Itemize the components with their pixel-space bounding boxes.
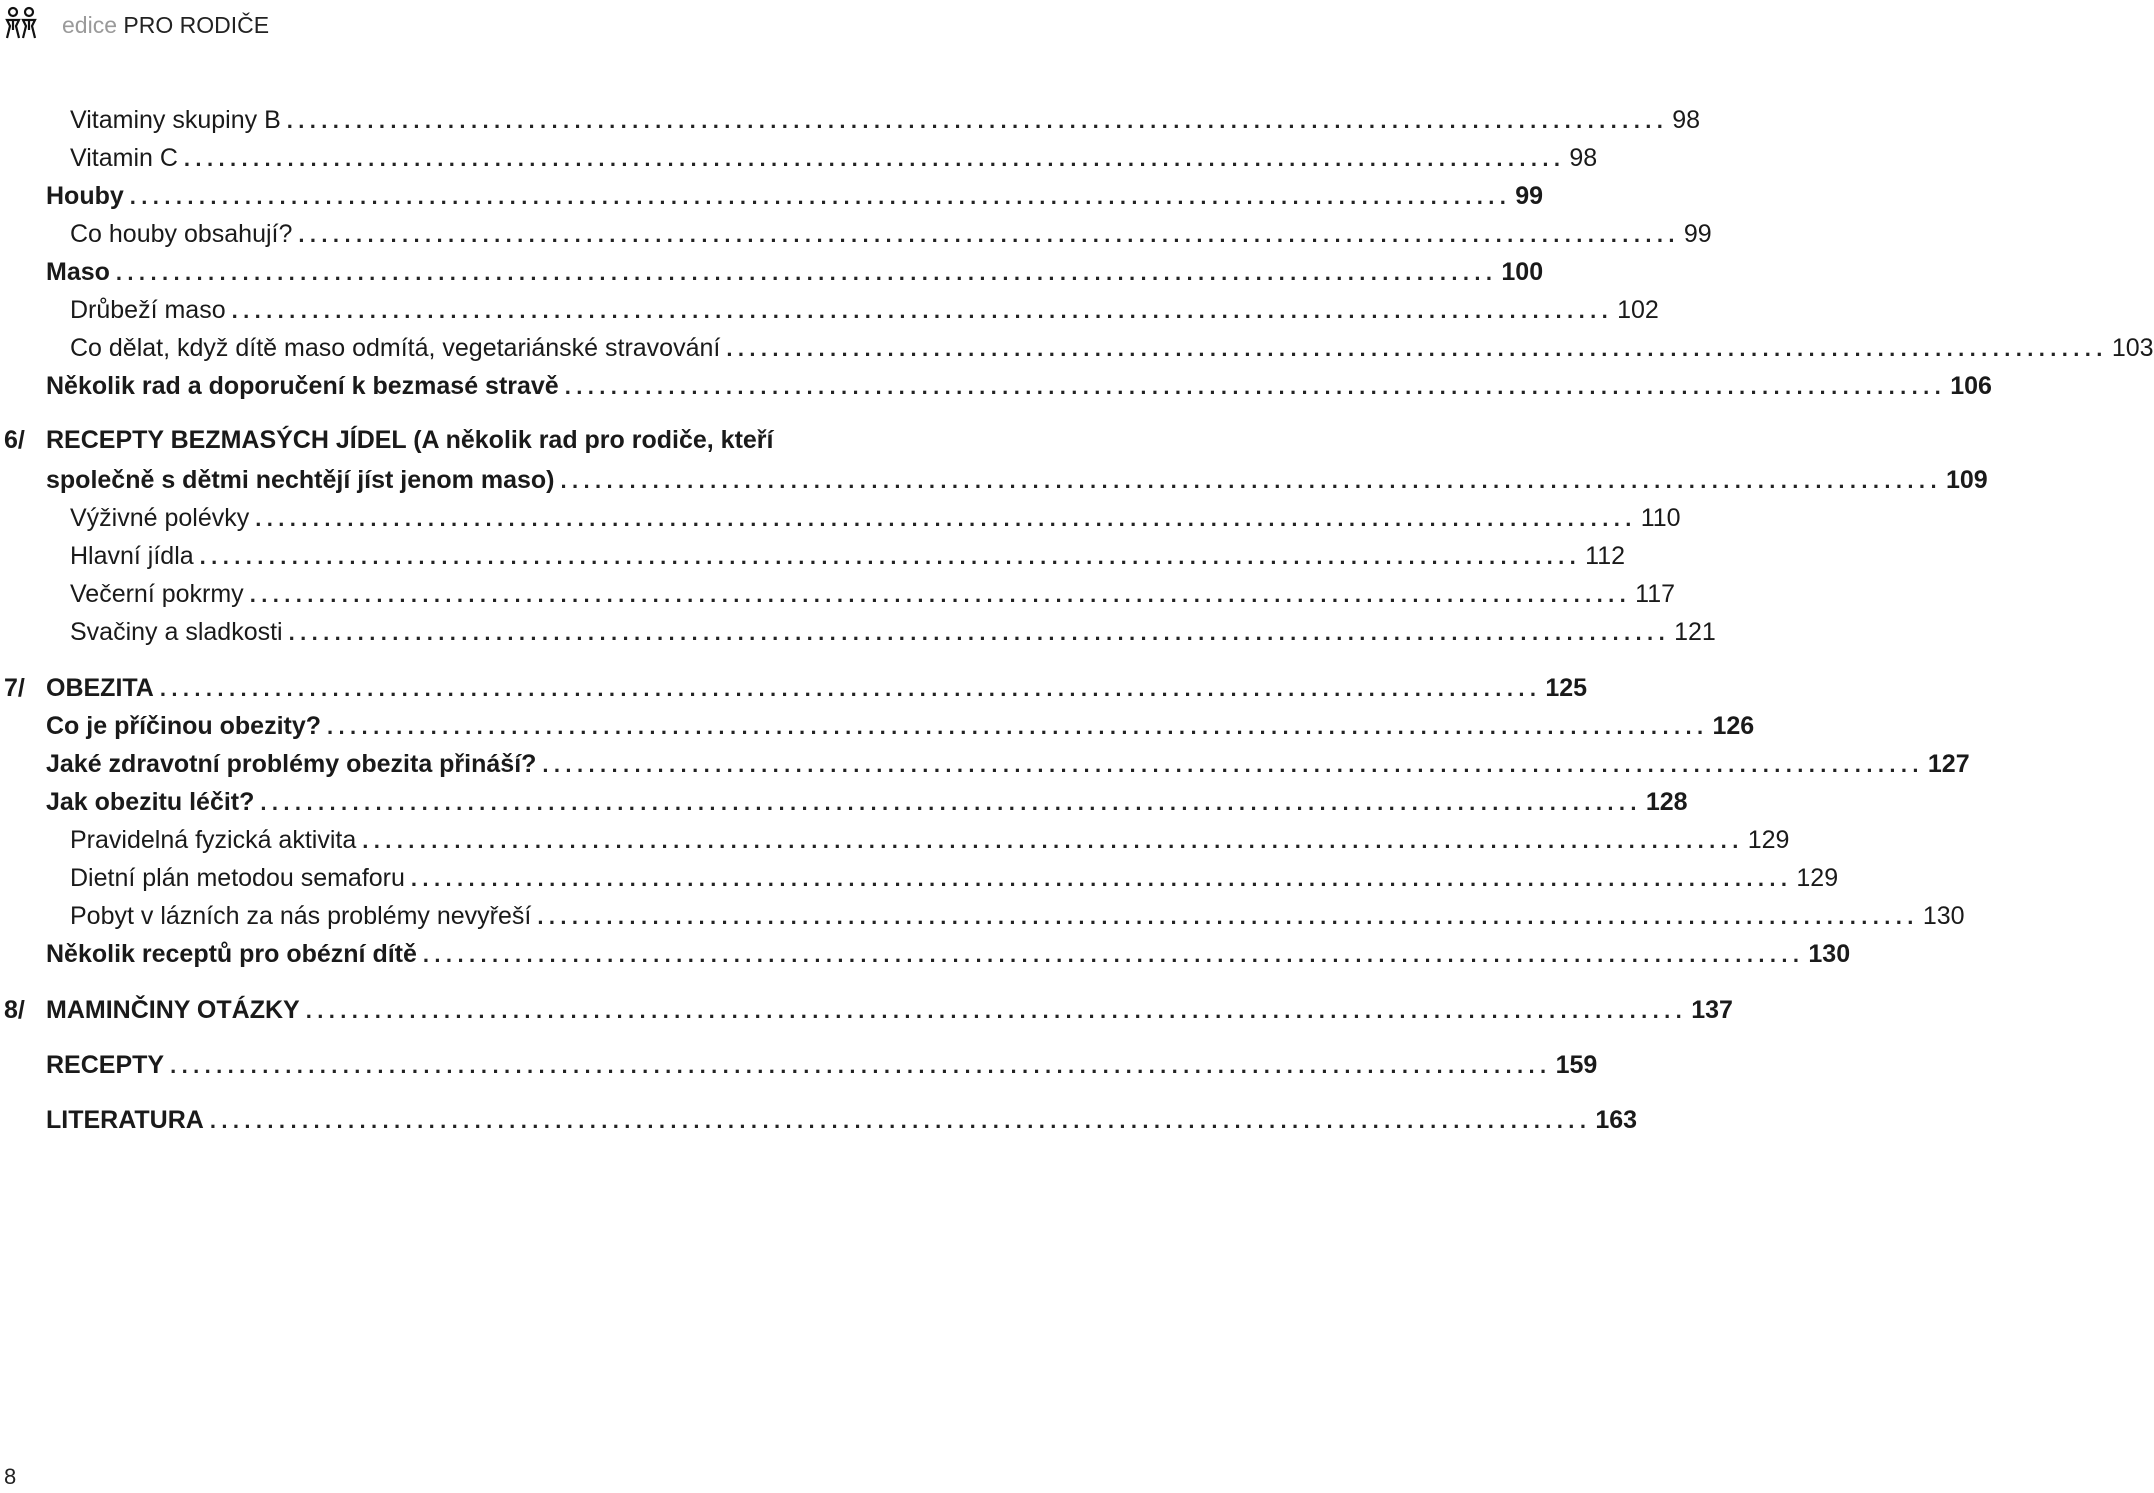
toc-page-number: 109: [1945, 466, 1988, 494]
toc-entry[interactable]: [46, 783, 1688, 821]
toc-dot-leader: ........................................................................................................................: [542, 752, 1924, 777]
toc-page-number: 130: [1808, 940, 1851, 968]
toc-entry[interactable]: [46, 1101, 1638, 1139]
toc-chapter-number: 7/: [4, 674, 25, 702]
toc-dot-leader: ........................................................................................................................: [249, 582, 1632, 607]
toc-page-number: 100: [1501, 258, 1544, 286]
toc-dot-leader: ........................................................................................................................: [183, 146, 1566, 171]
toc-entry-title: Večerní pokrmy: [70, 580, 244, 608]
toc-dot-leader: ........................................................................................................................: [726, 336, 2108, 361]
toc-page-number: 121: [1674, 618, 1716, 646]
toc-entry-title: RECEPTY: [46, 1051, 165, 1079]
series-name: PRO RODIČE: [123, 12, 270, 38]
toc-page-number: 129: [1796, 864, 1839, 892]
toc-dot-leader: ........................................................................................................................: [564, 374, 1947, 399]
toc-dot-leader: ........................................................................................................................: [199, 544, 1582, 569]
toc-entry-title: Hlavní jídla: [70, 542, 194, 570]
toc-entry-title: Co je příčinou obezity?: [46, 712, 322, 740]
toc-entry-title: Maso: [46, 258, 110, 286]
toc-entry-title: OBEZITA: [46, 674, 154, 702]
toc-entry-title: RECEPTY BEZMASÝCH JÍDEL (A několik rad pro rodiče, kteří: [46, 426, 774, 454]
toc-entry[interactable]: [70, 101, 1701, 139]
toc-page-number: 137: [1691, 996, 1733, 1024]
toc-page-number: 117: [1635, 580, 1676, 608]
toc-entry-title: MAMINČINY OTÁZKY: [46, 996, 300, 1024]
toc-dot-leader: ........................................................................................................................: [129, 184, 1512, 209]
toc-entry-title: Vitaminy skupiny B: [70, 106, 281, 134]
toc-entry[interactable]: [46, 669, 1588, 707]
toc-entry-title: Svačiny a sladkosti: [70, 618, 283, 646]
toc-dot-leader: ........................................................................................................................: [286, 108, 1669, 133]
toc-entry[interactable]: [46, 991, 1733, 1029]
toc-entry-title: Pravidelná fyzická aktivita: [70, 826, 357, 854]
series-prefix: edice: [62, 12, 117, 38]
toc-dot-leader: ........................................................................................................................: [422, 942, 1805, 967]
toc-entry-title: Jaké zdravotní problémy obezita přináší?: [46, 750, 537, 778]
toc-entry-title: společně s dětmi nechtějí jíst jenom maso): [46, 466, 555, 494]
children-family-icon: [4, 6, 40, 40]
toc-entry-title: Houby: [46, 182, 124, 210]
toc-entry-title: Co dělat, když dítě maso odmítá, vegetariánské stravování: [70, 334, 721, 362]
toc-chapter-number: 8/: [4, 996, 25, 1024]
toc-entry[interactable]: [70, 859, 1839, 897]
toc-dot-leader: ........................................................................................................................: [362, 828, 1744, 853]
toc-entry[interactable]: [70, 613, 1716, 651]
toc-chapter-number: 6/: [4, 426, 25, 454]
toc-dot-leader: ........................................................................................................................: [305, 998, 1688, 1023]
toc-dot-leader: ........................................................................................................................: [115, 260, 1498, 285]
toc-entry-title: Několik receptů pro obézní dítě: [46, 940, 417, 968]
toc-page-number: 129: [1747, 826, 1790, 854]
toc-dot-leader: ........................................................................................................................: [209, 1108, 1592, 1133]
toc-entry[interactable]: [70, 499, 1681, 537]
page-number: 8: [4, 1464, 17, 1489]
toc-dot-leader: ........................................................................................................................: [260, 790, 1642, 815]
toc-entry[interactable]: [46, 421, 914, 459]
toc-dot-leader: ........................................................................................................................: [231, 298, 1614, 323]
toc-entry[interactable]: [70, 821, 1790, 859]
toc-entry[interactable]: [46, 935, 1851, 973]
toc-entry-title: Výživné polévky: [70, 504, 250, 532]
toc-entry-title: Vitamin C: [70, 144, 178, 172]
toc-entry[interactable]: [70, 897, 1965, 935]
toc-dot-leader: ........................................................................................................................: [327, 714, 1709, 739]
toc-page-number: 110: [1640, 504, 1681, 532]
toc-entry[interactable]: [46, 253, 1544, 291]
toc-page-number: 159: [1555, 1051, 1598, 1079]
toc-dot-leader: ........................................................................................................................: [255, 506, 1637, 531]
toc-entry[interactable]: [46, 707, 1755, 745]
toc-page-number: 163: [1595, 1106, 1638, 1134]
toc-dot-leader: ........................................................................................................................: [288, 620, 1671, 645]
toc-dot-leader: ........................................................................................................................: [410, 866, 1793, 891]
toc-page-number: 130: [1922, 902, 1965, 930]
toc-entry[interactable]: [70, 537, 1626, 575]
toc-entry[interactable]: [46, 745, 1970, 783]
toc-entry[interactable]: [46, 1046, 1598, 1084]
series-title: [62, 12, 269, 39]
toc-page-number: 103: [2111, 334, 2154, 362]
toc-entry[interactable]: [46, 177, 1544, 215]
toc-page-number: 127: [1927, 750, 1970, 778]
toc-page-number: 99: [1683, 220, 1712, 248]
toc-entry-title: Pobyt v lázních za nás problémy nevyřeší: [70, 902, 532, 930]
toc-entry-title: Co houby obsahují?: [70, 220, 293, 248]
toc-dot-leader: ........................................................................................................................: [170, 1053, 1552, 1078]
toc-dot-leader: ........................................................................................................................: [298, 222, 1680, 247]
toc-entry[interactable]: [70, 291, 1659, 329]
toc-entry[interactable]: [46, 461, 1988, 499]
page-header: [0, 0, 960, 56]
toc-page-number: 112: [1585, 542, 1626, 570]
toc-entry-title: Drůbeží maso: [70, 296, 226, 324]
toc-page-number: 126: [1712, 712, 1755, 740]
toc-entry[interactable]: [46, 367, 1992, 405]
toc-entry[interactable]: [70, 215, 1712, 253]
toc-page-number: 106: [1950, 372, 1992, 400]
toc-dot-leader: ........................................................................................................................: [560, 468, 1942, 493]
toc-entry[interactable]: [70, 139, 1598, 177]
toc-dot-leader: ........................................................................................................................: [159, 676, 1542, 701]
toc-entry[interactable]: [70, 329, 2154, 367]
toc-entry-title: Dietní plán metodou semaforu: [70, 864, 405, 892]
toc-entry-title: Jak obezitu léčit?: [46, 788, 255, 816]
toc-page-number: 99: [1515, 182, 1544, 210]
toc-page-number: 98: [1569, 144, 1598, 172]
toc-page-number: 102: [1617, 296, 1659, 324]
toc-dot-leader: ........................................................................................................................: [537, 904, 1919, 929]
toc-entry-title: LITERATURA: [46, 1106, 204, 1134]
toc-entry-title: Několik rad a doporučení k bezmasé stravě: [46, 372, 559, 400]
toc-entry[interactable]: [70, 575, 1676, 613]
toc-page-number: 98: [1672, 106, 1701, 134]
toc-page-number: 128: [1645, 788, 1688, 816]
toc-page-number: 125: [1545, 674, 1588, 702]
